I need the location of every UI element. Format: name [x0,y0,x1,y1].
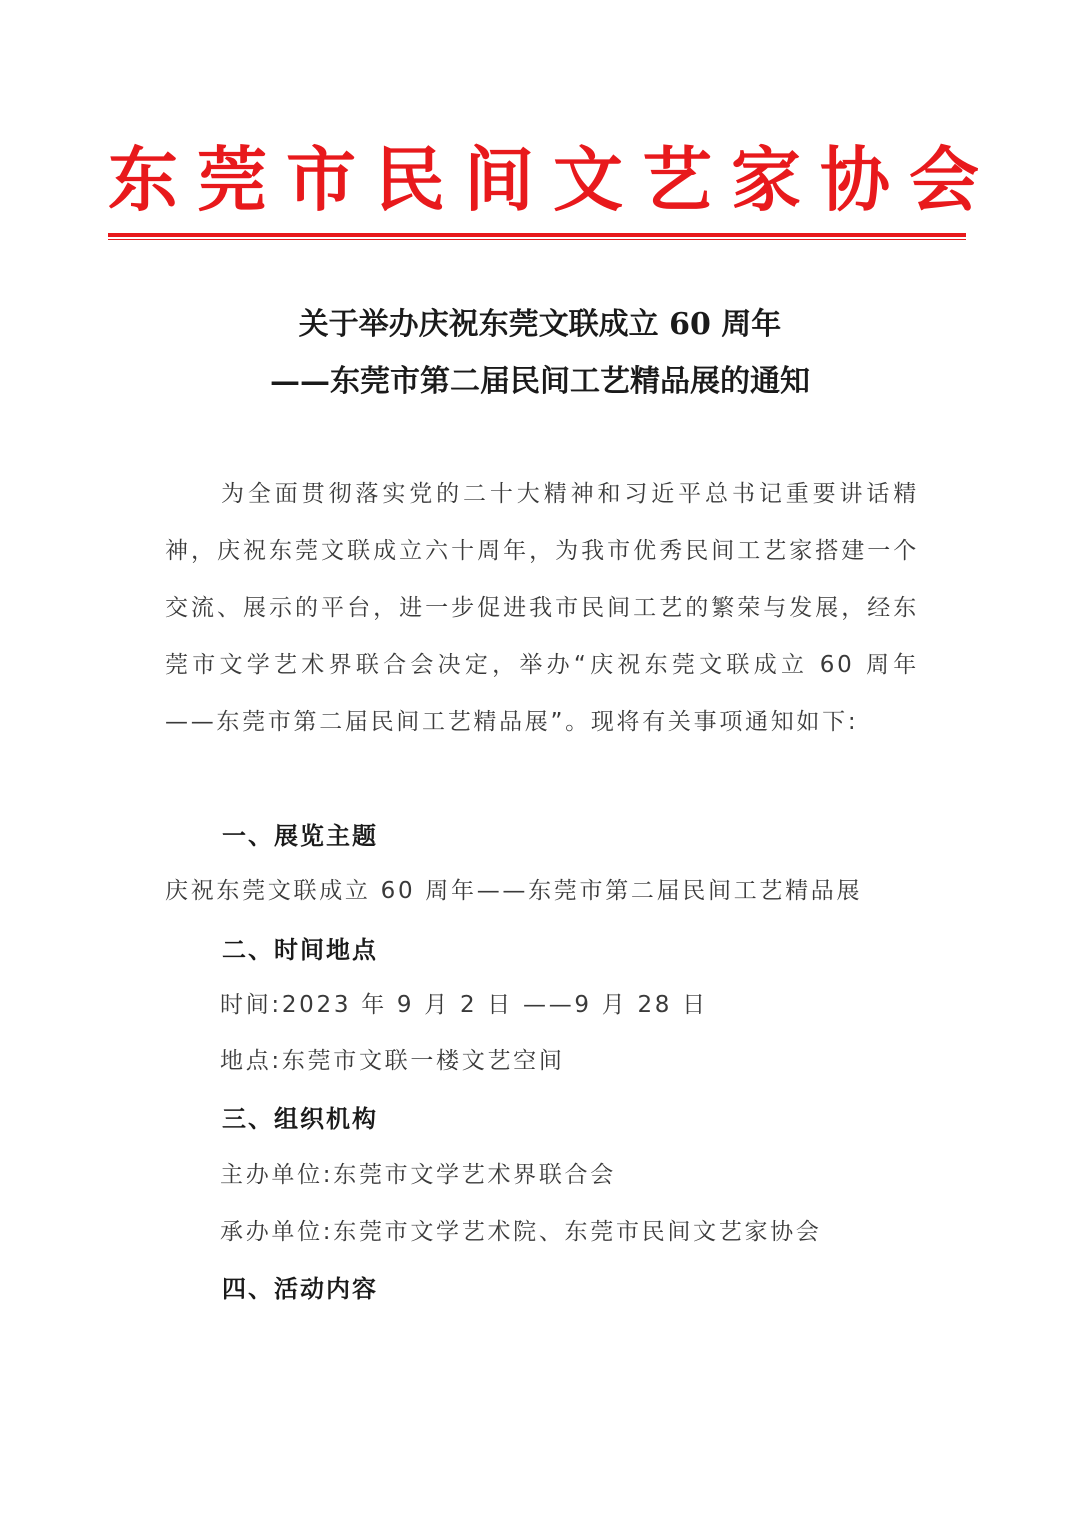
intro-paragraph: 为全面贯彻落实党的二十大精神和习近平总书记重要讲话精神，庆祝东莞文联成立六十周年，为我市优秀民间工艺家搭建一个交流、展示的平台，进一步促进我市民间工艺的繁荣与发展，经东莞市文学艺术界联合会决定，举办“庆祝东莞文联成立 60 周年——东莞市第二届民间工艺精品展”。现将有关事项通知如下: [165,481,919,735]
section-heading-organization: 三、组织机构 [222,1104,378,1133]
section-place-text: 地点:东莞市文联一楼文艺空间 [220,1048,565,1074]
section-theme-text: 庆祝东莞文联成立 60 周年——东莞市第二届民间工艺精品展 [165,878,863,904]
section-heading-activities: 四、活动内容 [222,1274,378,1303]
notice-title-line-1: 关于举办庆祝东莞文联成立 60 周年 [298,307,782,342]
section-heading-time-place: 二、时间地点 [222,935,378,964]
notice-title-line-2: ——东莞市第二届民间工艺精品展的通知 [270,364,810,399]
section-organizer-text: 承办单位:东莞市文学艺术院、东莞市民间文艺家协会 [220,1219,822,1245]
section-heading-theme: 一、展览主题 [222,821,378,850]
letterhead-red-rule-thin [108,239,966,240]
section-host-text: 主办单位:东莞市文学艺术界联合会 [220,1162,616,1188]
section-time-text: 时间:2023 年 9 月 2 日 ——9 月 28 日 [220,992,708,1018]
letterhead-org-name: 东莞市民间文艺家协会 [108,138,998,221]
letterhead-red-rule-thick [108,233,966,237]
